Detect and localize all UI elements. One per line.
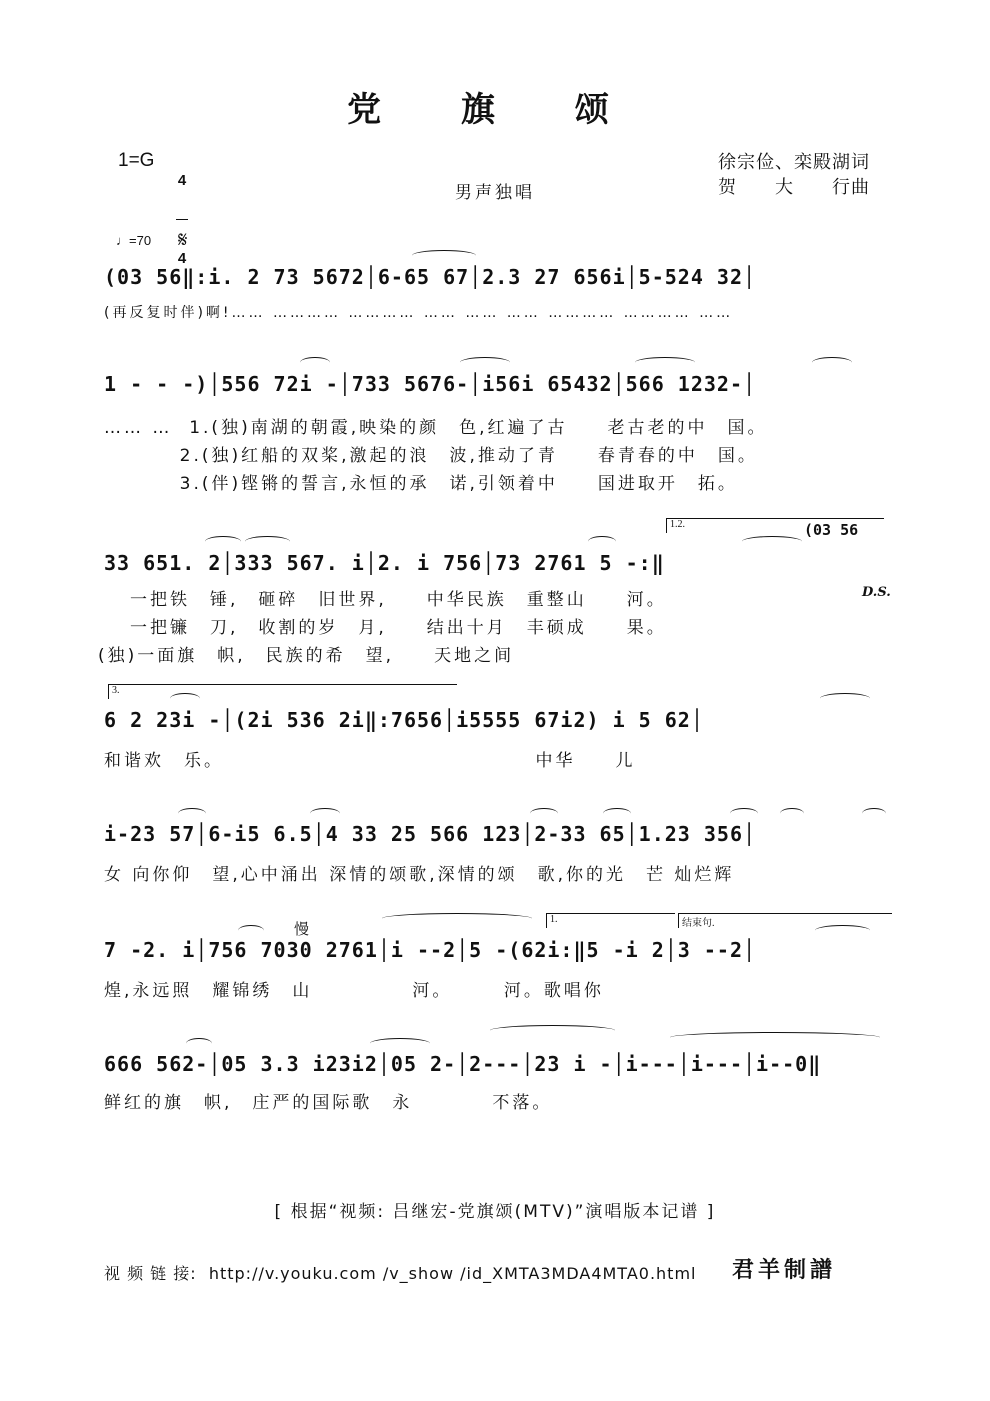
lyricists-credit: 徐宗俭、栾殿湖词: [718, 152, 870, 173]
volta-bracket-1-2: 1.2.: [666, 518, 884, 533]
slur-mark: [862, 808, 886, 819]
slur-mark: [186, 1038, 212, 1049]
slur-mark: [238, 925, 264, 936]
slur-mark: [178, 808, 206, 819]
lyrics-row-6: 煌,永远照 耀锦绣 山 河。 河。歌唱你: [104, 981, 604, 1001]
slur-mark: [490, 1025, 615, 1036]
video-link-label: 视 频 链 接:: [104, 1264, 197, 1283]
meter-top: 4: [177, 172, 187, 189]
pickup-notes: (03 56: [804, 521, 859, 539]
slur-mark: [530, 808, 558, 819]
slur-mark: [730, 808, 758, 819]
key-signature: 1=G: [118, 150, 155, 171]
lyrics-row-3-verse-1: 一把铁 锤, 砸碎 旧世界, 中华民族 重整山 河。: [130, 590, 667, 610]
time-signature: [176, 143, 188, 281]
lyrics-row-5: 女 向你仰 望,心中涌出 深情的颂歌,深情的颂 歌,你的光 芒 灿烂辉: [104, 865, 735, 885]
notation-row-5: i-23 57│6-i5 6.5│4 33 25 566 123│2-33 65│1.23 356│: [104, 822, 757, 846]
source-note: [ 根据“视频: 吕继宏-党旗颂(MTV)”演唱版本记谱 ]: [274, 1202, 716, 1222]
lyrics-row-7: 鲜红的旗 帜, 庄严的国际歌 永 不落。: [104, 1093, 553, 1113]
slur-mark: [812, 357, 852, 368]
transcriber-seal: 君羊制譜: [732, 1257, 837, 1283]
lyrics-row-2-verse-3: 3.(伴)铿锵的誓言,永恒的承 诺,引领着中 国进取开 拓。: [104, 474, 738, 494]
slur-mark: [170, 693, 200, 704]
video-link-line: [104, 1261, 696, 1284]
volta-bracket-ending: 结束句.: [678, 913, 892, 928]
slur-mark: [412, 250, 476, 261]
slur-mark: [815, 925, 870, 936]
meter-bottom: 4: [177, 250, 187, 267]
slur-mark: [460, 357, 510, 368]
slur-mark: [370, 1038, 430, 1049]
slur-mark: [310, 808, 340, 819]
slur-mark: [382, 913, 532, 924]
slur-mark: [205, 536, 241, 547]
tempo-marking: ♩=70: [116, 233, 152, 248]
notation-row-1: (03 56‖:i. 2 73 5672│6-65 67│2.3 27 656i│5-524 32│: [104, 265, 757, 289]
slur-mark: [300, 357, 330, 368]
notation-row-7: 666 562-│05 3.3 i23i2│05 2-│2---│23 i -│i---│i---│i--0‖: [104, 1052, 822, 1076]
notation-row-4: 6 2 23i -│(2i 536 2i‖:7656│i5555 67i2) i 5 62│: [104, 708, 704, 732]
video-link-url[interactable]: http://v.youku.com /v_show /id_XMTA3MDA4MTA0.html: [208, 1264, 697, 1283]
slur-mark: [670, 1032, 880, 1043]
notation-row-2: 1 - - -)│556 72i -│733 5676-│i56i 65432│566 1232-│: [104, 372, 757, 396]
lyrics-row-4: 和谐欢 乐。 中华 儿: [104, 751, 636, 771]
notation-row-3: 33 651. 2│333 567. i│2. i 756│73 2761 5 -:‖: [104, 551, 665, 575]
lyrics-row-2-verse-2: 2.(独)红船的双桨,激起的浪 波,推动了青 春青春的中 国。: [104, 446, 758, 466]
dal-segno-mark: D.S.: [862, 585, 891, 600]
performance-subtitle: 男声独唱: [455, 183, 535, 203]
lyrics-row-3-verse-2: 一把镰 刀, 收割的岁 月, 结出十月 丰硕成 果。: [130, 618, 667, 638]
tempo-slow-mark: 慢: [294, 920, 310, 938]
meter-divider: [176, 219, 188, 220]
slur-mark: [603, 808, 631, 819]
composer-credit: 贺 大 行曲: [718, 177, 870, 198]
slur-mark: [780, 808, 804, 819]
song-title: 党 旗 颂: [347, 90, 643, 130]
lyrics-row-3-verse-3: (独)一面旗 帜, 民族的希 望, 天地之间: [98, 646, 515, 666]
slur-mark: [742, 536, 802, 547]
lyrics-row-2-verse-1: …… … 1.(独)南湖的朝霞,映染的颜 色,红遍了古 老古老的中 国。: [104, 418, 768, 438]
volta-bracket-3: 3.: [108, 684, 457, 699]
slur-mark: [245, 536, 290, 547]
volta-bracket-first: 1.: [546, 913, 675, 928]
slur-mark: [635, 357, 695, 368]
lyrics-row-1: (再反复时伴)啊!…… ………… ………… …… …… …… ………… ………… ……: [104, 305, 734, 321]
notation-row-6: 7 -2. i│756 7030 2761│i --2│5 -(62i:‖5 -i 2│3 --2│: [104, 938, 757, 962]
segno-icon: 𝄋: [178, 228, 188, 253]
slur-mark: [820, 693, 870, 704]
slur-mark: [588, 536, 616, 547]
